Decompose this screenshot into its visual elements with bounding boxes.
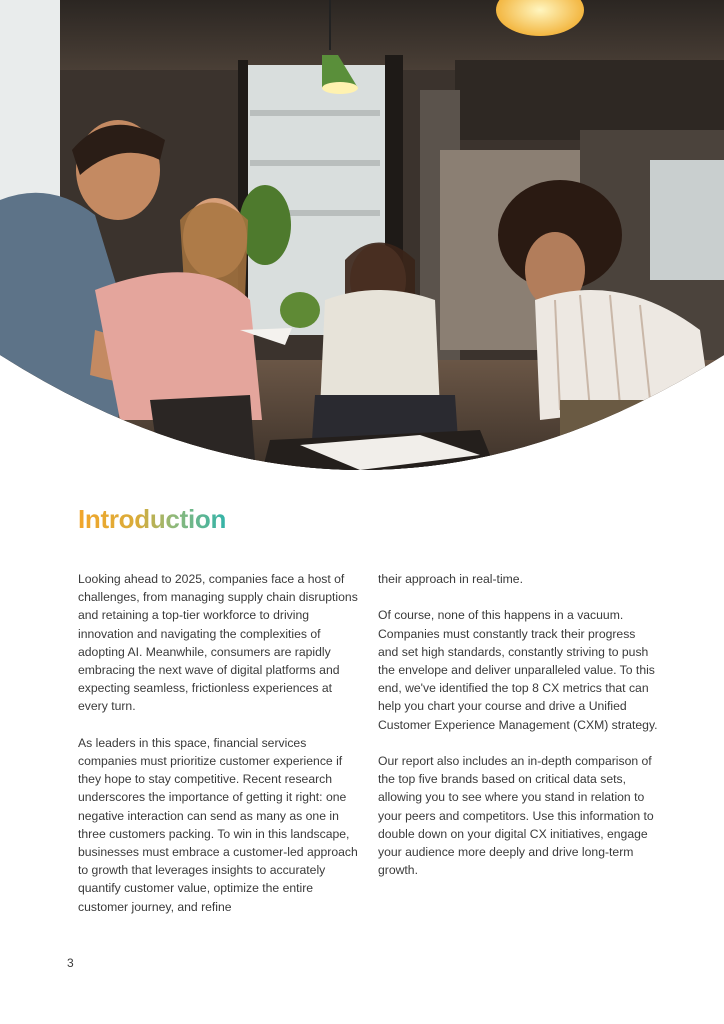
hero-photo: [0, 0, 724, 480]
paragraph: Our report also includes an in-depth comparison of the top five brands based on critical data sets, allowing you to see where you stand in relation to your peers and competitors. Use this information to double down on your digital CX initiatives, engage your audience more deeply and drive long-term growth.: [378, 754, 654, 878]
body-column-left: [78, 570, 364, 934]
page-heading: Introduction: [78, 504, 227, 534]
paragraph: their approach in real-time.: [378, 572, 523, 586]
paragraph: Of course, none of this happens in a vacuum. Companies must constantly track their progress and set high standards, constantly striving to push the envelope and deliver unparalleled value. To this end, we've identified the top 8 CX metrics that can help you chart your course and drive a Unified Customer Experience Management (CXM) strategy.: [378, 608, 658, 732]
paragraph: As leaders in this space, financial services companies must prioritize customer experience if they hope to stay competitive. Recent research underscores the importance of getting it right: one negative interaction can send as many as one in three customers packing. To win in this landscape, businesses must embrace a customer-led approach to growth that leverages insights to accurately quantify customer value, optimize the entire customer journey, and refine: [78, 735, 358, 914]
body-column-right: [378, 570, 658, 898]
paragraph: Looking ahead to 2025, companies face a host of challenges, from managing supply chain disruptions and retaining a top-tier workforce to driving innovation and navigating the complexities of adopting AI. Meanwhile, consumers are rapidly embracing the next wave of digital platforms and expecting seamless, frictionless experiences at every turn.: [78, 572, 358, 714]
page-number: 3: [67, 956, 74, 970]
